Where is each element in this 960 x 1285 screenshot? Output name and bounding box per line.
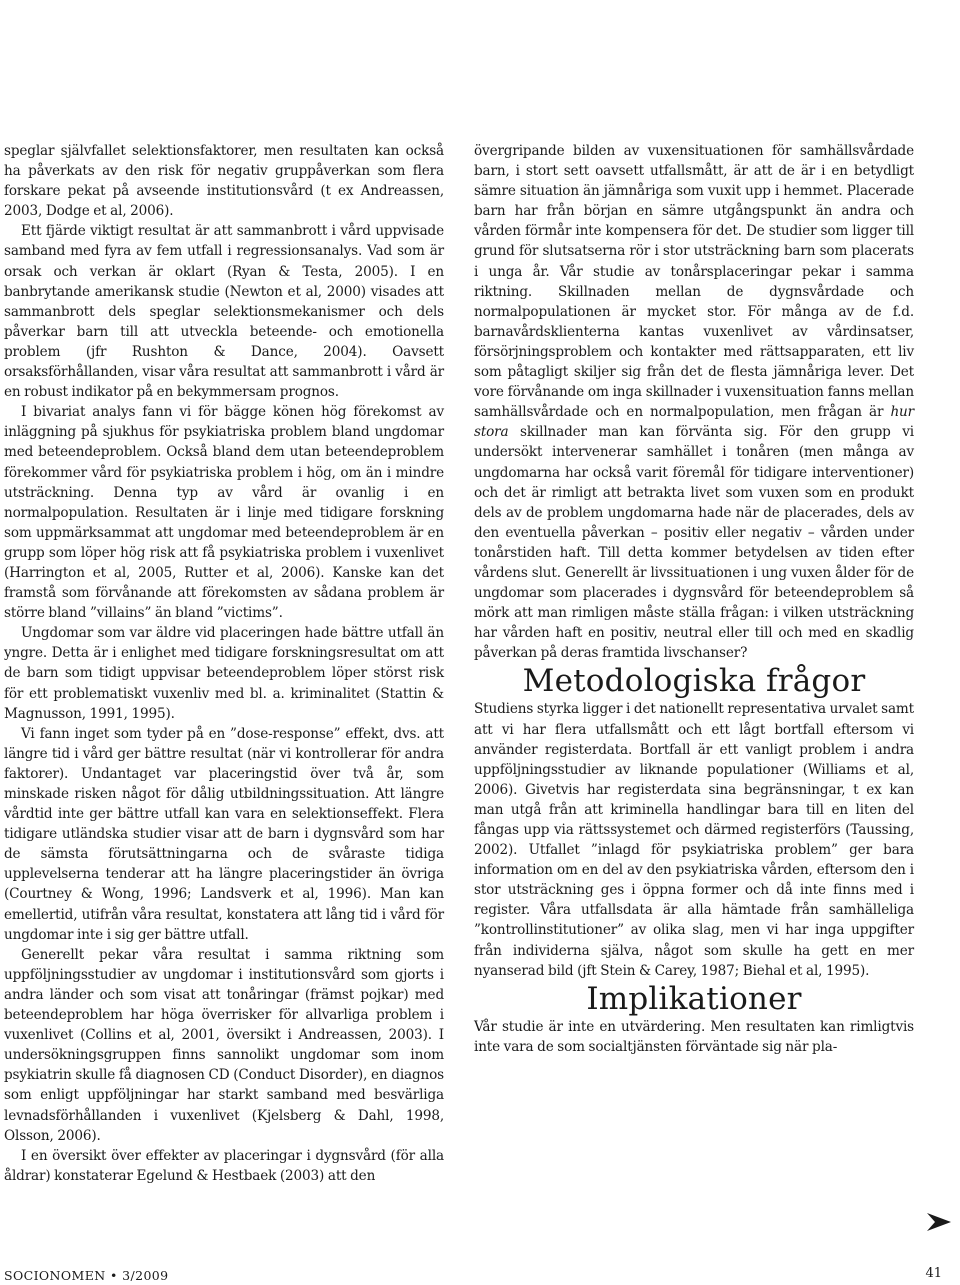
paragraph-text: övergripande bilden av vuxensituationen för samhällsvårdade barn, i stort sett oavsett utfallsmått, är att de är i en betydligt sämre situation än jämnåriga som vuxit upp i hemmet. Placerade barn har från början en sämre utgångspunkt än andra och vården förmår inte kompensera för det. De studier som ligger till grund för slutsatserna rör i stor utsträckning barn som placerats i unga år. Vår studie av tonårsplaceringar pekar i samma riktning. Skillnaden mellan de dygnsvårdade och normalpopulationen är mycket stor. För många av de f.d. barnavårdsklienterna kantas vuxenlivet av vårdinsatser, försörjningsproblem och kontakter med rättsapparaten, ett liv som påtagligt skiljer sig från det de flesta jämnåriga lever. Det vore förvånande om inga skillnader i vuxensituation fanns mellan samhällsvårdade och en normalpopulation, men frågan är — [474, 143, 914, 421]
body-paragraph: Ett fjärde viktigt resultat är att sammanbrott i vård uppvisade samband med fyra av fem utfall i regressionsanalys. Vad som är orsak och verkan är oklart (Ryan & Testa, 2005). I en banbrytande amerikansk studie (Newton et al, 2000) visades att sammanbrott dels speglar selektionsmekanismer och dels påverkar barn till att utveckla beteende- och emotionella problem (jfr Rushton & Dance, 2004). Oavsett orsaksförhållanden, visar våra resultat att sammanbrott i vård är en robust indikator på en bekymmersam prognos. — [4, 223, 444, 401]
section-heading-methods: Metodologiska frågor — [522, 663, 866, 700]
body-paragraph: Vår studie är inte en utvärdering. Men resultaten kan rimligtvis inte vara de som socialtjänsten förväntade sig när pla- — [474, 1018, 914, 1055]
body-paragraph-with-emphasis — [474, 141, 914, 663]
right-column — [474, 141, 914, 1057]
footer-page-number: 41 — [925, 1266, 942, 1281]
body-paragraph: Vi fann inget som tyder på en ”dose-response” effekt, dvs. att längre tid i vård ger bättre resultat (när vi kontrollerar för andra faktorer). Undantaget var placeringstid över två år, som minskade risken något för dålig utbildningssituation. Att längre vårdtid inte ger bättre utfall kan vara en selektionseffekt. Flera tidigare utländska studier visar att de barn i dygnsvård som har de sämsta förutsättningarna och de svåraste tidiga upplevelserna tenderar att ha längre placeringstider än övriga (Courtney & Wong, 1996; Landsverk et al, 1996). Man kan emellertid, utifrån våra resultat, konstatera att lång tid i vård för ungdomar inte i sig ger bättre utfall. — [4, 725, 444, 943]
paragraph-text: skillnader man kan förvänta sig. För den grupp vi undersökt intervenerar samhället i tonåren (men många av ungdomarna har också varit föremål för tidigare interventioner) och det är rimligt att betrakta livet som vuxen som en produkt dels av de problem ungdomarna hade när de placerades, dels av den eventuella påverkan – positiv eller negativ – vården under tonårstiden haft. Till detta kommer betydelsen av tiden efter vårdens slut. Generellt är livssituationen i ung vuxen ålder för de ungdomar som placerades i dygnsvård för beteendeproblem så mörk att man rimligen måste ställa frågan: i vilken utsträckning har vården haft en positiv, neutral eller till och med en skadlig påverkan på deras framtida livschanser? — [474, 424, 914, 662]
continue-arrow-icon — [926, 1212, 952, 1232]
body-paragraph: Ungdomar som var äldre vid placeringen hade bättre utfall än yngre. Detta är i enlighet med tidigare forskningsresultat om att de barn som tidigt uppvisar beteendeproblem löper störst risk för ett problematiskt vuxenliv med bl. a. kriminalitet (Stattin & Magnusson, 1991, 1995). — [4, 625, 444, 722]
body-paragraph: I en översikt över effekter av placeringar i dygnsvård (för alla åldrar) konstaterar Egelund & Hestbaek (2003) att den — [4, 1147, 444, 1184]
body-paragraph: I bivariat analys fann vi för bägge könen hög förekomst av inläggning på sjukhus för psykiatriska problem bland ungdomar med beteendeproblem. Också bland dem utan beteendeproblem förekommer vård för psykiatriska problem i hög, om än i mindre utsträckning. Denna typ av vård är ovanlig i en normalpopulation. Resultaten är i linje med tidigare forskning som uppmärksammat att ungdomar med beteendeproblem är en grupp som löper hög risk att få psykiatriska problem i vuxenlivet (Harrington et al, 2005, Rutter et al, 2006). Kanske kan det framstå som förvånande att förekomsten av sådana problem är större bland ”villains” än bland ”victims”. — [4, 404, 444, 622]
emphasis-text: hur stora — [474, 404, 915, 441]
section-heading-implications: Implikationer — [586, 980, 802, 1017]
body-paragraph: speglar självfallet selektionsfaktorer, men resultaten kan också ha påverkats av den risk för negativ gruppåverkan som flera forskare pekat på avseende institutionsvård (t ex Andreassen, 2003, Dodge et al, 2006). — [4, 143, 444, 220]
body-paragraph: Studiens styrka ligger i det nationellt representativa urvalet samt att vi har flera utfallsmått och ett lågt bortfall eftersom vi använder registerdata. Bortfall är ett vanligt problem i andra uppföljningsstudier av liknande populationer (Williams et al, 2006). Givetvis har registerdata sina begränsningar, t ex kan man utgå från att kriminella handlingar bara till en liten del fångas upp via rättssystemet och därmed registerförs (Taussing, 2002). Utfallet ”inlagd för psykiatriska problem” ger bara information om en del av den psykiatriska vården, eftersom den i stor utsträckning ges i öppna former och då inte finns med i register. Våra utfallsdata är alla hämtade från samhälleliga ”kontrollinstitutioner” av olika slag, men vi har inga uppgifter från individerna själva, något som skulle ha gett en mer nyanserad bild (jft Stein & Carey, 1987; Biehal et al, 1995). — [474, 701, 914, 979]
footer-journal: SOCIONOMEN • 3/2009 — [4, 1268, 169, 1283]
left-column — [4, 141, 444, 1186]
body-paragraph: Generellt pekar våra resultat i samma riktning som uppföljningsstudier av ungdomar i institutionsvård som gjorts i andra länder och som visat att tonåringar (främst pojkar) med beteendeproblem har höga överrisker för allvarliga problem i vuxenlivet (Collins et al, 2001, översikt i Andreassen, 2003). I undersökningsgruppen finns sannolikt ungdomar som inom psykiatrin skulle få diagnosen CD (Conduct Disorder), en diagnos som enligt uppföljningar har starkt samband med besvärliga levnadsförhållanden i vuxenlivet (Kjelsberg & Dahl, 1998, Olsson, 2006). — [4, 946, 444, 1144]
